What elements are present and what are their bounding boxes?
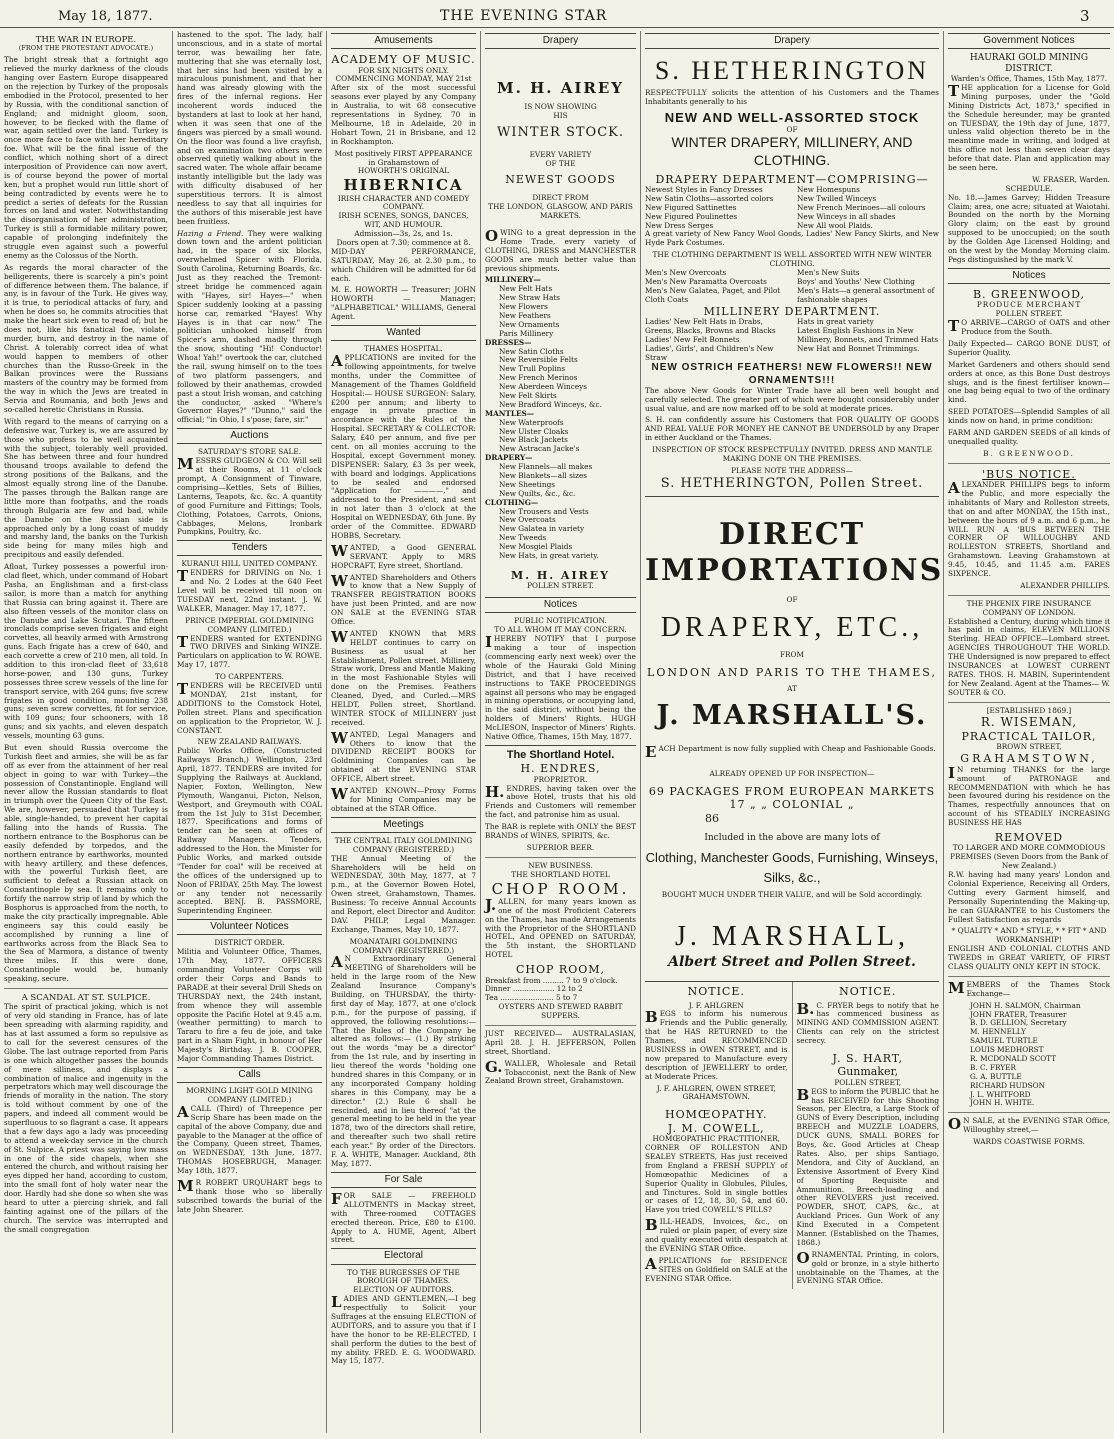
article-paragraph: The bright streak that a fortnight ago relieved the murky darkness of the clouds hanging over Eastern Europe disappeared on the rejection by Turkey of the proposals embodied in the Protocol, presented to her by Russia, with the conditional sanction of England; and midnight gloom, soon, however, to be flecked with the flame of war, again settled over the land. Turkey is once more face to face with her hereditary foe. What will be the final issue of the conflict, which nothing short of a direct interposition of Providence can now avert, is of course beyond the power of mortal ken, but a prophet would run little short of being contradicted by events were he to predict a series of defeats for the Russian forces on land and water. Notwithstanding the disorganisation of her administration, Turkey is still a formidable military power, capable of prolonging indefinitely the struggle even against such a powerful enemy as the Colossus of the North.	[4, 55, 168, 260]
list-item: Newest Styles in Fancy Dresses	[645, 185, 763, 194]
ad-line: TO ALL WHOM IT MAY CONCERN.	[494, 625, 627, 635]
ad-line: POLLEN STREET,	[834, 1077, 902, 1087]
member-name: R. MCDONALD SCOTT	[970, 1054, 1057, 1064]
ad-title: PRINCE IMPERIAL GOLDMINING COMPANY (LIMITED.)	[185, 615, 314, 634]
category-heading: MILLINERY—	[485, 275, 541, 285]
article-paragraph: hastened to the spot. The lady, half unconscious, and in a state of mortal terror, was bewailing her fate, muttering that she was eternally lost, that her sins had been visited by a miraculous punishment, and that her hand was already glowing with the fires of the infernal regions. Her incoherent words induced the bystanders at last to look at her hand, when it was seen that one of the fingers was pierced by a small wound. On the floor was found a live crayfish, and on examination two others were observed quietly walking about in the sacred water. The whole affair became instantly intelligible but the lady was with difficulty disabused of her superstitious terrors. It is almost needless to say that all inquiries for the authors of this miserable jest have been fruitless.	[177, 31, 322, 226]
list-item: New Reversible Felts	[499, 355, 578, 365]
ad-body: THE application for a License for Gold Mining purposes, under the "Gold Mining Districts Act, 1873," specified in the Schedule hereunder, may be granted on TUESDAY, the 19th day of June, 1877, unless valid objection thereto be in the meantime made in writing, and lodged at this office not less than seven clear days before that date. Plan and application may be seen here.	[948, 82, 1110, 173]
list-item: New Felt Skirts	[499, 391, 557, 401]
ad-headline: The Shortland Hotel.	[485, 745, 636, 762]
ad-line: MILLINERY DEPARTMENT.	[703, 304, 881, 318]
ad-line: H. ENDRES,	[520, 762, 601, 776]
ad-body: FARM AND GARDEN SEEDS of all kinds of unequalled quality.	[948, 428, 1110, 446]
ad-title: PUBLIC NOTIFICATION.	[514, 616, 607, 626]
ad-body: G.WALLER, Wholesale and Retail Tobacconist, next the Bank of New Zealand Brown street, Grahamstown.	[485, 1057, 636, 1086]
ad-line: [ESTABLISHED 1869.]	[986, 705, 1072, 715]
ad-body: WANTED, Legal Managers and Others to know that the DIVIDEND RECEIPT BOOKS for Goldmining Companies can be obtained at the EVENING STAR OFFICE, Albert street.	[331, 728, 476, 784]
divider	[948, 1112, 1110, 1113]
category-heading: MANTLES—	[485, 408, 535, 418]
list-item: New Waterproofs	[499, 417, 564, 427]
list-item: Hats in great variety	[797, 316, 874, 326]
ad-body: AN Extraordinary General MEETING of Shareholders will be held in the large room of the New Zealand Insurance Company's Building, on THURSDAY, the thirty-first day of May, 1877, at one o'clock p.m., for the purpose of passing, if approved, the following resolutions:— That the Rules of the Company be altered as follows:— (1.) By striking out the words "may be a director" from the 1st rule, and by inserting in lieu thereof the words "holding one hundred shares in this Company, or in any incorporated Company holding shares in this Company, may be a director." (2.) Rule 6 shall be rescinded, and in lieu thereof "at the general meeting to be held in the year 1878, two of the directors shall retire, and thereafter such two shall retire each year." By order of the Directors. F. A. WHITE, Manager. Auckland, 8th May, 1877.	[331, 953, 476, 1168]
ad-line: Warden's Office, Thames, 15th May, 1877.	[950, 74, 1108, 84]
ad-title: HAURAKI GOLD MINING DISTRICT.	[969, 53, 1089, 75]
ad-body: MID-DAY PERFORMANCE, SATURDAY, May 26, at 2.30 p.m., to which Children will be admitted for 6d each.	[331, 246, 476, 283]
ad-title: 'BUS NOTICE.	[982, 467, 1076, 481]
list-item: Men's New Overcoats	[645, 268, 727, 278]
section-header-electoral: Electoral	[331, 1248, 476, 1264]
section-header-wanted: Wanted	[331, 325, 476, 341]
ad-body: ACALL (Third) of Threepence per Scrip Share has been made on the capital of the above Company, due and payable to the Manager at the office of the Company, Queen street, Thames, on WEDNESDAY, 13th June, 1877. THOMAS HOSEBRUGH, Manager. May 18th, 1877.	[177, 1102, 322, 1176]
article-title: Hazing a Friend.	[177, 228, 244, 238]
ad-title: NOTICE.	[839, 985, 897, 999]
ad-body: TO ARRIVE—CARGO of OATS and other Produce from the South.	[948, 317, 1110, 337]
list-item: New Hats, in great variety.	[499, 551, 599, 561]
article-source: (FROM THE PROTESTANT ADVOCATE.)	[18, 44, 154, 53]
ad-headline: B. GREENWOOD,	[972, 288, 1086, 302]
divider	[948, 463, 1110, 464]
article-paragraph: With regard to the means of carrying on a defensive war, Turkey is, we are assured by those who profess to be well acquainted with the subject, tolerably well provided. She has between three and four hundred thousand troops available to defend the strong positions of the Balkans, and the almost equally strong line of the Danube. The passes through the Balkan range are little more than footpaths, and the roads through Bulgaria are few and bad, while the Danube on the Russian side is approached only by a long coast of muddy and marshy land, the banks on the Turkish side being for many miles high and precipitous and easily defended.	[4, 416, 168, 560]
ad-line: HOMŒOPATHIC PRACTITIONER,	[652, 1134, 780, 1144]
list-item: New Galatea in variety	[499, 524, 585, 534]
ad-body: S. H. can confidently assure his Customers that FOR QUALITY OF GOODS AND REAL VALUE FOR MONEY HE CANNOT BE UNDERSOLD by any Draper in either Auckland or the Thames.	[645, 415, 939, 443]
ad-body: WANTED Shareholders and Others to know that a New Supply of TRANSFER REGISTRATION BOOKS have just been Printed, and are now ON SALE at the EVENING STAR Office.	[331, 571, 476, 626]
section-header-volunteer: Volunteer Notices	[177, 919, 322, 935]
ad-body: WANTED, a Good GENERAL SERVANT. Apply to MRS HOPCRAFT, Eyre street, Shortland.	[331, 541, 476, 570]
ad-title: MORNING LIGHT GOLD MINING COMPANY (LIMITED.)	[186, 1086, 313, 1104]
ad-headline: DRAPERY, ETC.,	[660, 611, 924, 643]
list-item: New Hat and Bonnet Trimmings.	[797, 343, 920, 353]
ad-body: BEGS to inform the PUBLIC that he has RECEIVED for this Shooting Season, per Electra, a Large Stock of GUNS of Every Description, including BREECH and MUZZLE LOADERS, DUCK GUNS, SMALL BORES for Boys, &c. Good Articles at Cheap Rates. Also, per ships Santiago, Mendora, and City of Auckland, an Extensive Assortment of Every Kind of Sporting Requisite and Ammunition. Breech-loading and other REVOLVERS just received. POWDER, SHOT, CAPS, &c., at Auckland Prices. Gun Work of any Kind Executed in a Competent Manner. (Established on the Thames, 1868.)	[796, 1085, 939, 1247]
member-name: J. L. WHITFORD	[970, 1089, 1031, 1099]
ad-line: OF	[786, 124, 798, 134]
ad-body: R.W. having had many years' London and Colonial Experience, Receiving all Orders, Cutting every Garment himself, and Personally Superintending the Making-up, he can GUARANTEE to his Customers the Fullest Satisfaction as regards	[948, 870, 1110, 924]
ad-line: IRISH SCENES, SONGS, DANCES, WIT, AND HUMOUR.	[338, 211, 469, 230]
ad-body: Market Gardeners and others should send orders at once, as this Bone Dust destroys slugs, and is the finest fertiliser known—one bag being equal to two of the ordinary kind.	[948, 359, 1110, 405]
ad-body: MR ROBERT URQUHART begs to thank those who so liberally subscribed towards the burial of the late John Shearer.	[177, 1176, 322, 1214]
list-item: Ladies' New Felt Bonnets	[645, 334, 740, 344]
ad-body: LADIES AND GENTLEMEN,—I beg respectfully to Solicit your Suffrages at the ensuing ELECTION of AUDITORS, and to assure you that if I have the honor to be RE-ELECTED, I shall perform the duties to the best of my ability. FRED. E. G. WOODWARD. May 15, 1877.	[331, 1293, 476, 1366]
ad-line: DRAPERY DEPARTMENT—COMPRISING—	[655, 172, 929, 186]
ad-line: PROPRIETOR.	[533, 774, 588, 784]
ad-body: B.C. FRYER begs to notify that he has commenced business as MINING AND COMMISSION AGENT. Clients can rely on the strictest secrecy.	[796, 999, 939, 1046]
section-header-drapery: Drapery	[485, 33, 636, 49]
ad-line: POLLEN STREET.	[527, 581, 594, 591]
ad-title: TO CARPENTERS.	[215, 672, 284, 682]
ad-line: BOUGHT MUCH UNDER THEIR VALUE, and will be Sold accordingly.	[661, 890, 923, 900]
ad-headline: Albert Street and Pollen Street.	[668, 954, 916, 971]
ad-line: 86	[705, 811, 719, 825]
ad-line: AT	[787, 684, 797, 694]
ad-line: PRODUCE MERCHANT	[976, 300, 1082, 310]
article-paragraph: Afloat, Turkey possesses a powerful iron-clad fleet, which, under command of Hobart Pasha, an Englishman and a first-class sailor, is more than a match for anything that Russia can bring against it. There are also fifteen vessels of the monitor class on the Danube and Lake Scutari. The fifteen ironclads comprise seven frigates and eight corvettes, all heavily armed with Armstrong guns. Each frigate has a crew of 640, and each corvette a crew of 210 men, all told. In addition to this iron-clad fleet of 33,618 horse-power, and 130 guns, Turkey possesses three screw vessels of the line for transport service, with 264 guns; five screw frigates in good condition, mounting 238 guns; seven screw corvettes, fit for service, with 109 guns; four schooners, with 18 guns; and six yachts, and eleven despatch vessels, mounting 63 guns.	[4, 562, 168, 741]
ad-line: Admission—3s, 2s, and 1s.	[354, 229, 453, 239]
list-item: New Flowers	[499, 302, 548, 312]
ad-line: J. F. AHLGREN	[688, 1000, 744, 1010]
list-item: New French Merinoes—all colours	[797, 202, 926, 212]
member-name: JOHN FRATER, Treasurer	[970, 1009, 1067, 1019]
member-name: RICHARD HUDSON	[970, 1080, 1045, 1090]
list-item: New Trousers and Vests	[499, 506, 589, 516]
list-item: New Overcoats	[499, 515, 556, 525]
ad-title: SATURDAY'S STORE SALE.	[197, 447, 302, 457]
list-item: Ladies', Girls', and Children's New Straw	[645, 343, 774, 362]
list-item: New Mosgiel Plaids	[499, 542, 573, 552]
ad-line: IRISH CHARACTER AND COMEDY COMPANY.	[337, 193, 470, 212]
list-item: Men's New Suits	[797, 268, 860, 278]
ad-line: EVERY VARIETY	[529, 150, 592, 160]
ad-line: IS NOW SHOWING	[524, 102, 597, 112]
ad-title: THAMES HOSPITAL.	[364, 344, 443, 354]
member-name: JOHN H. WHITE.	[970, 1098, 1035, 1108]
list-item: New Feathers	[499, 311, 551, 320]
ad-body: IN returning THANKS for the large amount of PATRONAGE and RECOMMENDATION with which he has been favoured during his residence on the Thames, respectfully announces that on account of his STEADILY INCREASING BUSINESS HE HAS	[948, 763, 1110, 828]
page-number: 3	[1080, 7, 1090, 25]
ad-line: INSPECTION OF STOCK RESPECTFULLY INVITED. DRESS AND MANTLE MAKING DONE ON THE PREMISES.	[652, 445, 932, 464]
ad-body: ALEXANDER PHILLIPS begs to inform the Public, and more especially the inhabitants of Mary and Rolleston streets, that on and after MONDAY, the 15th inst., between the hours of 9 a.m. and 6 p.m., he WILL RUN A 'BUS BETWEEN THE CORNER OF WILLOUGHBY AND ROLLESTON STREETS, Shortland and Grahamstown. Leaving Grahamstown at 9.45, 10.45, and 11.45 a.m. FARES SIXPENCE.	[948, 479, 1110, 578]
list-item: New Satin Cloths—assorted colors	[645, 193, 774, 203]
ad-body: ORNAMENTAL Printing, in colors, gold or bronze, in a style hitherto unobtainable on the Thames, at the EVENING STAR Office.	[796, 1248, 939, 1286]
list-item: New Ornaments	[499, 319, 560, 329]
ad-body: BILL-HEADS, Invoices, &c., on ruled or plain paper, of every size and quality executed with despatch at the EVENING STAR Office.	[645, 1216, 788, 1253]
ad-headline: CHOP ROOM.	[491, 879, 630, 898]
category-heading: DRESSES—	[485, 337, 532, 347]
ad-line: OF	[786, 594, 798, 604]
category-heading: CLOTHING—	[485, 497, 539, 507]
ad-headline: NEW OSTRICH FEATHERS! NEW FLOWERS!! NEW ORNAMENTS!!!	[651, 362, 933, 386]
ad-body: SEED POTATOES—Splendid Samples of all kinds now on hand, in prime condition:	[948, 407, 1110, 426]
column-5	[641, 31, 943, 1433]
column-6	[944, 31, 1114, 1433]
member-name: M. HENNELLY	[970, 1027, 1026, 1037]
ad-line: ELECTION OF AUDITORS.	[353, 1285, 454, 1295]
list-item: Men's New Paramatta Overcoats	[645, 276, 767, 286]
ad-headline: LONDON AND PARIS TO THE THAMES,	[647, 665, 937, 679]
list-item: New Tweeds	[499, 533, 547, 543]
divider	[948, 595, 1110, 596]
list-item: New Flannels—all makes	[499, 462, 593, 472]
meal-time: Dinner .................. 12 to 2	[485, 984, 583, 994]
list-item: New Straw Hats	[499, 293, 560, 303]
ad-title: J. S. HART,	[832, 1052, 904, 1065]
ad-headline: Clothing, Manchester Goods, Furnishing, Winseys, Silks, &c.,	[645, 850, 939, 885]
issue-date: May 18, 1877.	[58, 9, 153, 24]
list-item: New Figured Sattinettes	[645, 202, 737, 212]
section-header-notices: Notices	[948, 268, 1110, 284]
ad-body: The above New Goods for Winter Trade have all been well bought and carefully selected. The greater part of which were bought considerably under usual value, and are now marked off to be sold at moderate prices.	[645, 385, 939, 413]
ad-body: TENDERS wanted for EXTENDING TWO DRIVES and Sinking WINZE. Particulars on application to W. ROWE. May 17, 1877.	[177, 632, 322, 670]
ad-body: WANTED KNOWN that MRS HELDT continues to carry on Business as usual at her Establishment, Pollen street. Millinery, Straw work, Dress and Mantle Making in the most Fashionable Styles will done on the Premises. Feathers Cleaned, Dyed, and Curled.—MRS HELDT, Pollen street, Shortland. WINTER STOCK of MILLINERY just received.	[331, 627, 476, 727]
ad-body: CORNER OF ROLLESTON AND SEALEY STREETS, Has just received from England a FRESH SUPPLY of Homœopathic Medicines of a Superior Quality in Globules, Pilules, and Tinctures. Sold in single bottles or cases of 12, 18, 30, 54, and 60. Have you tried COWELL'S PILLS?	[645, 1143, 788, 1215]
ad-body: WANTED KNOWN—Proxy Forms for Mining Companies may be obtained at the STAR Office.	[331, 784, 476, 813]
ad-title: KURANUI HILL UNITED COMPANY.	[181, 559, 318, 569]
ad-line: ALREADY OPENED UP FOR INSPECTION—	[709, 768, 875, 778]
newspaper-title: THE EVENING STAR	[440, 8, 608, 24]
ad-body: Militia and Volunteer Office, Thames, 17th May, 1877. OFFICERS commanding Volunteer Corps will order their Corps and Bands to PARADE at their several Drill Sheds on THURSDAY next, the 24th instant, from whence they will assemble opposite the Pacific Hotel at 9.45 a.m. (weather permitting) to march to Tararu to fire a feu de joie, and take part in a Sham Fight, in honour of Her Majesty's Birthday. J. B. COOPER, Major Commanding Thames District.	[177, 947, 322, 1063]
section-header-for-sale: For Sale	[331, 1172, 476, 1188]
ad-line: Doors open at 7.30; commence at 8.	[336, 238, 471, 248]
article-paragraph: But even should Russia overcome the Turkish fleet and armies, she will be as far off as ever from the attainment of her real object in going to war with Turkey—the possession of Constantinople. England will never allow the Russian standards to float in triumph over the Queen City of the East. We are, however, persuaded that Turkey is able, single-handed, to prevent her capital falling into the hands of Russia. The northern entrance to the Bosphorus can be easily defended by torpedos, and the northern entrance by earthworks, mounted with heavy artillery, and these defences, with the powerful Turkish fleet, are sufficient to defeat a Russian attack on Constantinople by sea. It remains only to fortify the narrow strip of land by which the Bosphorus is approached from the north, to make the city practically impregnable. Able engineers say this could easily be accomplished by running a line of earthworks across from the Black Sea to the Sea of Marmora, a distance of twenty three miles. If this were done, Constantinople would be, humanly speaking, secure.	[4, 742, 168, 984]
list-item: New Winceys in all shades	[797, 211, 896, 221]
ad-line: BROWN STREET,	[996, 742, 1062, 752]
ad-headline: DIRECT IMPORTATIONS	[645, 516, 943, 589]
ad-title: DISTRICT ORDER.	[214, 938, 285, 948]
ad-body: ENGLISH AND COLONIAL CLOTHS AND TWEEDS in GREAT VARIETY, OF FIRST CLASS QUALITY ONLY KEPT IN STOCK.	[948, 944, 1110, 971]
masthead	[0, 0, 1114, 28]
ad-line: THE SHORTLAND HOTEL	[511, 869, 610, 879]
ad-headline: NEWEST GOODS	[505, 172, 616, 186]
ad-headline: M. H. AIREY	[511, 568, 610, 582]
list-item: New Dress Serges	[645, 220, 714, 230]
ad-body: Established a Century, during which time it has paid in claims, ELEVEN MILLIONS Sterling. HEAD OFFICE—Lombard street. AGENCIES THROUGHOUT THE WORLD. THE Undersigned is now prepared to effect INSURANCES at LOWEST CURRENT RATES. THOS. H. MABIN, Superintendent for New Zealand. Agent at the Thames— W. SOUTER & CO.	[948, 616, 1110, 697]
ad-line: * QUALITY * AND * STYLE, * * FIT * AND WORKMANSHIP!	[951, 926, 1107, 945]
ad-body: A great variety of New Fancy Wool Goods, Ladies' New Fancy Skirts, and New Hyde Park Costumes.	[645, 229, 939, 248]
ad-line: PLEASE NOTE THE ADDRESS—	[731, 465, 853, 475]
ad-body: TENDERS for DRIVING on No. 1 and No. 2 Lodes at the 640 Feet Level will be received till noon on TUESDAY next, 22nd instant. J. W. WALKER, Manager. May 17, 1877.	[177, 567, 322, 613]
ad-body: BEGS to inform his numerous Friends and the Public generally, that he HAS RETURNED to the Thames, and RECOMMENCED BUSINESS in OWEN STREET, and is now prepared to Manufacture every description of JEWELLERY to order, at Moderate Prices.	[645, 1008, 788, 1081]
member-name: G. A. BUTTLE	[970, 1071, 1022, 1081]
ad-line: COMMENCING MONDAY, MAY 21st	[335, 74, 472, 84]
ad-headline: S. HETHERINGTON	[654, 56, 930, 86]
ad-headline: M. H. AIREY	[497, 79, 624, 98]
list-item: New Satin Cloths	[499, 346, 564, 356]
article-title: A SCANDAL AT ST. SULPICE.	[21, 993, 151, 1004]
ad-headline: WINTER STOCK.	[497, 125, 624, 141]
ad-line: J. F. AHLGREN, OWEN STREET, GRAHAMSTOWN.	[656, 1083, 776, 1102]
ad-body: ON SALE, at the EVENING STAR Office, Willoughby street,—	[948, 1115, 1110, 1135]
meal-time: Tea ....................... 5 to 7	[485, 993, 578, 1003]
ad-body: The BAR is replete with ONLY the BEST BRANDS of WINES, SPIRITS, &c.	[485, 822, 636, 841]
list-item: Ladies' New Felt Hats in Drabs, Greens, Blacks, Browns and Blacks	[645, 316, 776, 335]
article-paragraph: As regards the moral character of the belligerents, there is scarcely a pin's point of difference between them. The balance, if any, is in favour of the Turk. He gives way, it is true, to periodical attacks of fury, and when he does so, he commits atrocities that make the heart sick even to read of; but he does not, like his fanatical foe, violate, murder, burn, and destroy in the name of Christ. A tolerably correct idea of what would happen to members of other churches than the Russo-Greek in the Balkan provinces were the Russians masters of the country may be formed from the way in which the Jews are treated in Servia and Roumania, and both Jews and so-called heretic Christians in Russia.	[4, 262, 168, 415]
ad-body: APPLICATIONS for RESIDENCE SITES on Goldfield on SALE at the EVENING STAR Office.	[645, 1254, 788, 1283]
section-header-notices: Notices	[485, 597, 636, 613]
ad-title: NOTICE.	[687, 985, 745, 999]
ad-line: THE LONDON, GLASGOW, AND PARIS MARKETS.	[488, 202, 633, 221]
list-item: New Homespuns	[797, 185, 860, 194]
list-item: New Bradford Winceys, &c.	[499, 399, 602, 409]
list-item: New Sheetings	[499, 479, 555, 489]
ad-line: FOR SIX NIGHTS ONLY.	[358, 65, 449, 75]
ad-signature: ALEXANDER PHILLIPS.	[1020, 580, 1110, 590]
member-name: B. D. GELLION, Secretary	[970, 1018, 1067, 1028]
list-item: Paris Millinery	[499, 328, 554, 338]
list-item: New Aberdeen Winceys	[499, 382, 588, 392]
section-header-meetings: Meetings	[331, 817, 476, 833]
ad-headline: WINTER DRAPERY, MILLINERY, AND CLOTHING.	[671, 134, 913, 168]
meal-time: Breakfast from ......... 7 to 9 o'clock.	[485, 975, 618, 985]
column-3	[327, 31, 480, 1433]
ad-body: TENDERS will be RECEIVED until MONDAY, 21st instant, for ADDITIONS to the Comstock Hotel, Pollen street. Plans and specification on application to the Proprietor, W. J. CONSTANT.	[177, 680, 322, 735]
ad-body: MEMBERS of the Thames Stock Exchange—	[948, 978, 1110, 998]
ad-headline: R. WISEMAN,	[980, 715, 1078, 730]
article-paragraph: The spirit of practical joking, which is not of very old standing in France, has of late been spreading with alarming rapidity, and has at last assumed a form so repulsive as to call for the severest censures of the Globe. The last outrage reported from Paris is one which altogether passes the bounds of mere silliness, and displays a combination of malice and ingenuity in the perpetrators which may well discourage the friends of morality in the nation. The story is told without comment by one of the papers, and indeed all comment would be superfluous to so flagrant a case. It appears that a few days ago a lady was proceeding to attend a week-day service in the church of St. Sulpice. A priest was saying low mass in one of the side chapels, when she entered the church, and without raising her eyes dipped her hand, according to custom, into the small font of holy water near the door. Hardly had she done so when she was heard to utter a piercing shriek, and fall fainting against one of the pillars of the church. The service was interrupted and the small congregation	[4, 1002, 168, 1234]
list-item: New Astracan Jacke's	[499, 444, 580, 454]
list-item: Men's New Galatea, Paget, and Pilot Cloth Coats	[645, 285, 781, 304]
column-1	[0, 31, 172, 1433]
ad-body: IHEREBY NOTIFY that I purpose making a tour of inspection (commencing early next week) over the whole of the Hauraki Gold Mining District, and that I have received instructions to TAKE PROCEEDINGS against all persons who may be engaged in mining operations, or occupying land, in the said district, without being the holders of Miners' Rights. HUGH McLIESON, Inspector of Miners' Rights. Native Office, Thames, 15th May, 1877.	[485, 633, 636, 741]
ad-title: HOMŒOPATHY.	[665, 1108, 768, 1122]
ad-line: OF THE	[545, 159, 576, 169]
ad-body: APPLICATIONS are invited for the following appointments, for twelve months, under the Committee of Management of the Thames Goldfield Hospital:— HOUSE SURGEON: Salary, £200 per annum; and liberty to engage in private practice in accordance with the Rules of the Hospital. SECRETARY & COLLECTOR: Salary, £40 per annum, and five per cent. on all monies accruing to the Hospital, except Government money. DISPENSER: Salary, £3 3s per week, with board and lodgings. Applications to be sealed and endorsed "Application for ————," and addressed to the President, and sent in not later than 3 o'clock at the Hospital on WEDNESDAY, 6th June. By order of the Committee. EDWARD HOBBS, Secretary.	[331, 352, 476, 540]
ad-line: CHOP ROOM,	[515, 963, 605, 977]
list-item: New Felt Hats	[499, 284, 553, 294]
ad-line: FROM	[779, 649, 804, 659]
ad-body: THE Annual Meeting of the Shareholders will be held on WEDNESDAY, 30th May, 1877, at 7 p.m., at the Governor Bowen Hotel, Owen street, Grahamstown, Thames. Business: To receive Annual Accounts and Report, elect Director and Auditor. DAV. PHILP, Legal Manager. Exchange, Thames, May 10, 1877.	[331, 853, 476, 934]
ad-body: No. 18.—James Garvey; Hidden Treasure Claim; area, one acre; situated at Waiotahi. Bounded on the north by the Morning Glory claim; on the east by ground supposed to be unoccupied; on the south by the Golden Age Licensed Holding; and on the west by the Monday Morning claim. Pegs distinguished by the mark V.	[948, 192, 1110, 264]
list-item: New Quilts, &c., &c.	[499, 488, 576, 498]
ad-headline: S. HETHERINGTON, Pollen Street.	[660, 475, 924, 491]
list-item: New Twilled Winceys	[797, 193, 877, 203]
column-4	[481, 31, 640, 1433]
ad-line: HOWORTH'S ORIGINAL	[357, 166, 450, 176]
ad-line: OYSTERS AND STEWED RABBIT SUPPERS.	[498, 1002, 623, 1021]
ad-line: DIRECT FROM	[532, 193, 589, 203]
section-header-drapery: Drapery	[645, 33, 939, 49]
section-header-auctions: Auctions	[177, 428, 322, 444]
list-item: Boys' and Youths' New Clothing	[797, 276, 915, 286]
list-item: New Trull Poplins	[499, 364, 566, 374]
ad-line: GRAHAMSTOWN,	[960, 752, 1098, 766]
divider	[485, 1025, 636, 1026]
ad-headline: HIBERNICA	[343, 176, 464, 195]
ad-line: THE CLOTHING DEPARTMENT IS WELL ASSORTED WITH NEW WINTER CLOTHING.	[652, 250, 932, 269]
list-item: New Black Jackets	[499, 435, 568, 445]
ad-body: Daily Expected— CARGO BONE DUST, of Superior Quality.	[948, 338, 1110, 357]
ad-body: H.ENDRES, having taken over the above Hotel, trusts that his old Friends and Customers will remember the fact, and patronise him as usual.	[485, 782, 636, 820]
column-2	[173, 31, 326, 1433]
ad-line: PRACTICAL TAILOR,	[961, 730, 1097, 744]
ad-line: 69 PACKAGES FROM EUROPEAN MARKETS	[648, 784, 936, 798]
ad-line: Included in the above are many lots of	[704, 833, 880, 844]
ad-body: After six of the most successful seasons ever played by any Company in Australia, to wit 68 consecutive representations in Sydney, 70 in Melbourne, 18 in Adelaide, 20 in Hobart Town, 21 in Brisbane, and 12 in Rockhampton.	[331, 83, 476, 146]
ad-line: SUPERIOR BEER.	[526, 842, 595, 852]
ad-body: OWING to a great depression in the Home Trade, every variety of CLOTHING, DRESS and MANCHESTER GOODS are much better value than previous shipments.	[485, 226, 636, 273]
list-item: New All wool Plaids.	[797, 220, 873, 230]
ad-signature: M. E. HOWORTH — Treasurer; JOHN HOWORTH — Manager; "ALPHABETICAL" WILLIAMS, General Agent.	[331, 285, 476, 322]
ad-headline: J. MARSHALL,	[675, 920, 909, 952]
divider	[485, 857, 636, 858]
member-name: JOHN H. SALMON, Chairman	[970, 1000, 1081, 1010]
member-name: B. C. FRYER	[970, 1062, 1016, 1072]
ad-title: THE CENTRAL ITALY GOLDMINING COMPANY (REGISTERED.)	[334, 835, 473, 854]
ad-headline: J. MARSHALL'S.	[656, 700, 928, 732]
article-paragraph: They were walking down town and the ardent politician had, in the space of six blocks, overwhelmed Spicer with Florida, South Carolina, Returning Boards, &c. Just as they reached the Tremont-street bridge he commenced again with "Hayes, sir! Hayes—" when Spicer suddenly looking at a passing horse car, remarked "Hayes! Why Hayes is in that car now." The politician unhooked himself from Spicer's arm, dashed madly through the snow, shouting "Hi! Conductor! Whoa! Yah!" overtook the car, clutched the rail, swung himself on to the toes of two platform passengers, and followed by their anathemas, crowded past a stout Irish woman, and catching the conductor, asked "Where's Governor Hayes?" "Dunno," said the official; "in Ohio, I s'pose; fare, sir."	[177, 228, 322, 425]
ad-body: Public Works Office, (Constructed Railways Branch,) Wellington, 23rd April, 1877. TENDERS are invited for Supplying the Railways at Auckland, Napier, Foxton, Wellington, New Plymouth, Wanganui, Picton, Nelson, Westport, and Greymouth with COAL from the 1st July to 31st December, 1877. Specifications and forms of tender can be seen at offices of Railway Managers. Tenders, addressed to the Hon. the Minister for Public Works, and marked outside "Tender for coal" will be received at the offices of the undersigned up to Noon of FRIDAY, 25th May. The lowest or any tender not necessarily accepted. BENJ. B. PASSMORE, Superintending Engineer.	[177, 746, 322, 916]
ad-title: NEW ZEALAND RAILWAYS.	[197, 737, 302, 747]
divider	[948, 702, 1110, 703]
divider	[948, 976, 1110, 977]
member-name: LOUIS MEDHORST	[970, 1045, 1044, 1055]
section-header-tenders: Tenders	[177, 540, 322, 556]
ad-body: EACH Department is now fully supplied with Cheap and Fashionable Goods.	[645, 743, 936, 762]
list-item: New Ulster Cloaks	[499, 426, 569, 436]
ad-line: 17 „ „ COLONIAL „	[729, 798, 855, 812]
ad-title: ACADEMY OF MUSIC.	[331, 53, 476, 67]
ad-line: Most positively FIRST APPEARANCE in Grahamstown of	[334, 148, 473, 167]
divider	[4, 988, 168, 989]
ad-signature: W. FRASER, Warden.	[1032, 174, 1110, 184]
ad-title: MOANATAIRI GOLDMINING COMPANY (REGISTERED.)	[349, 936, 458, 955]
ad-line: NEW BUSINESS.	[528, 860, 593, 870]
ad-body: MESSRS GUDGEON & CO. Will sell at their Rooms, at 11 o'clock prompt, A Consignment of Tinware, comprising—Kettles, Sets of Billies, Lanterns, Teapots, &c. &c. A quantity of good Furniture and Fittings; Tools, Clothing, Potatoes, Carrots, Onions, Cabbages, Melons, Ironbark Pumpkins, Poultry, &c.	[177, 455, 322, 537]
ad-line: POLLEN STREET.	[995, 309, 1063, 319]
ad-body: RESPECTFULLY solicits the attention of his Customers and the Thames Inhabitants generally to his	[645, 87, 939, 106]
list-item: New French Merinos	[499, 373, 578, 383]
list-item: New Blankets—all sizes	[499, 471, 588, 481]
ad-line: WARDS COASTWISE FORMS.	[973, 1137, 1085, 1147]
ad-headline: NEW AND WELL-ASSORTED STOCK	[664, 109, 920, 125]
list-item: Latest English Fashions in New Millinery, Bonnets, and Trimmed Hats	[797, 325, 939, 344]
ad-title: TO THE BURGESSES OF THE BOROUGH OF THAMES.	[347, 1267, 460, 1286]
category-heading: DRAPERY—	[485, 453, 533, 463]
section-header-amusements: Amusements	[331, 33, 476, 49]
ad-line: TO LARGER AND MORE COMMODIOUS PREMISES (Seven Doors from the Bank of New Zealand.)	[950, 843, 1108, 871]
ad-title: SCHEDULE.	[1005, 183, 1053, 193]
section-header-government: Government Notices	[948, 33, 1110, 49]
ad-title: THE PHŒNIX FIRE INSURANCE COMPANY OF LONDON.	[966, 598, 1092, 617]
list-item: Men's Hats—a general assortment of fashionable shapes	[797, 285, 935, 304]
ad-signature: B. GREENWOOD.	[983, 448, 1075, 458]
member-name: SAMUEL TURTLE	[970, 1036, 1038, 1046]
ad-line: HIS	[553, 111, 568, 121]
ad-body: J.ALLEN, for many years known as one of the most Proficient Caterers on the Thames, has made Arrangements with the Proprietor of the SHORTLAND HOTEL, And OPENED on SATURDAY, the 5th instant, the SHORTLAND HOTEL	[485, 895, 636, 960]
ad-body: FOR SALE — FREEHOLD ALLOTMENTS in Mackay street, with Three-roomed COTTAGES erected thereon. Price, £80 to £100. Apply to A. HUME, Agent, Albert street.	[331, 1189, 476, 1245]
ad-line: Gunmaker,	[837, 1065, 899, 1079]
list-item: New Figured Poulinettes	[645, 211, 738, 221]
ad-line: J. M. COWELL,	[667, 1121, 765, 1135]
section-header-calls: Calls	[177, 1067, 322, 1083]
article-title: THE WAR IN EUROPE.	[35, 35, 137, 45]
ad-line: REMOVED	[994, 831, 1064, 845]
ad-body: JUST RECEIVED— AUSTRALASIAN, April 28. J. H. JEFFERSON, Pollen street, Shortland.	[485, 1029, 636, 1056]
